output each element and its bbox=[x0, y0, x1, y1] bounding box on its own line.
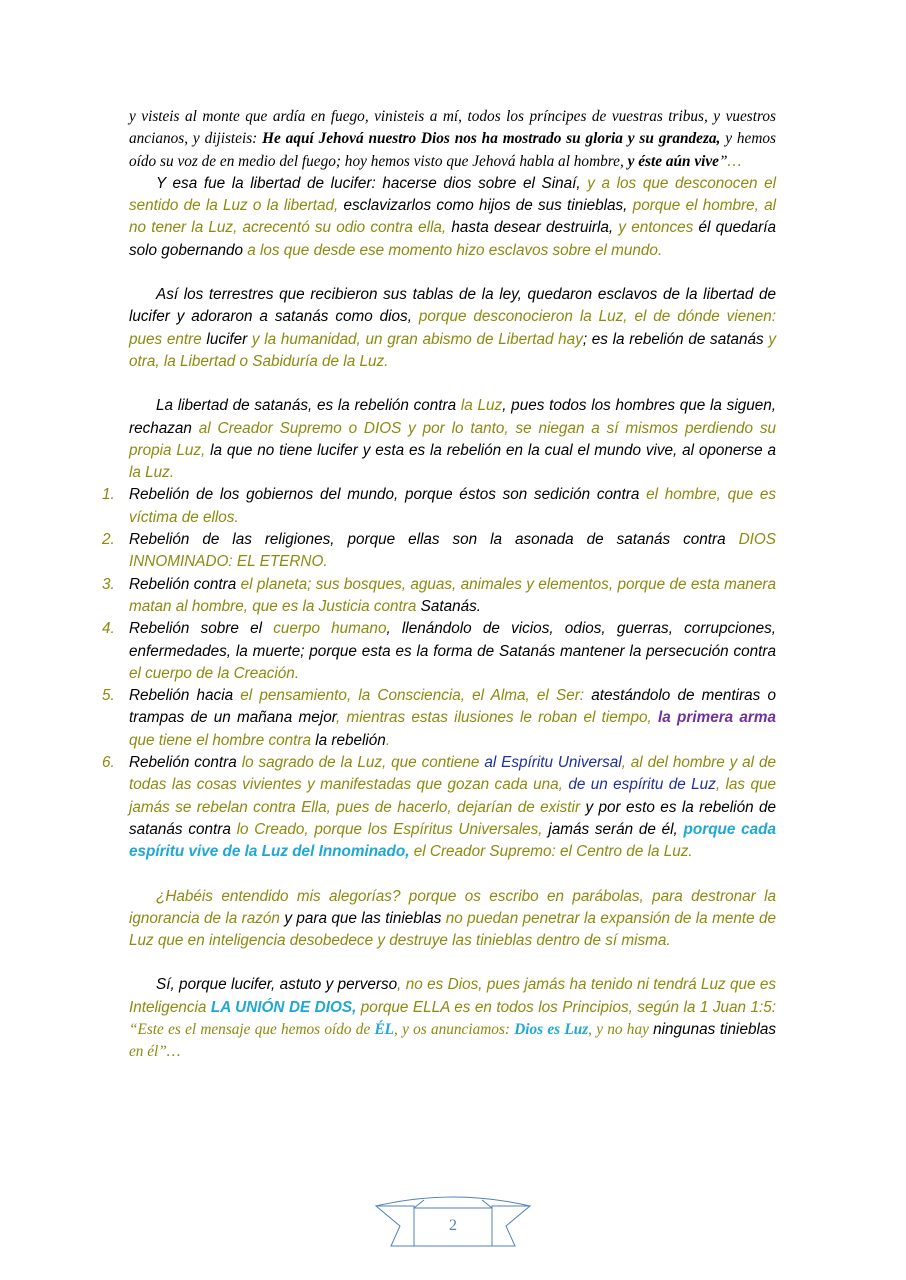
list-number: 5. bbox=[102, 687, 115, 705]
cyan-bold-span: ÉL bbox=[374, 1020, 395, 1038]
text-span: La libertad de satanás, es la rebelión contra bbox=[156, 397, 461, 415]
bold-quote: He aquí Jehová nuestro Dios nos ha mostrado su gloria y su grandeza, bbox=[262, 130, 721, 148]
text-span: Así los terrestres que recibieron sus tablas de la ley, quedaron esclavos de la libertad de lucifer y adoraron a satanás como dios, bbox=[129, 286, 776, 326]
text-span: Rebelión hacia bbox=[129, 687, 241, 705]
page-number: 2 bbox=[449, 1217, 457, 1234]
text-span: y para que las tinieblas bbox=[284, 909, 446, 927]
text-span: él quedaría solo gobernando bbox=[129, 219, 777, 259]
cyan-bold-span: Dios es Luz bbox=[514, 1020, 589, 1038]
olive-span: . bbox=[385, 731, 391, 749]
olive-span: a los que desde ese momento hizo esclavos sobre el mundo. bbox=[247, 241, 663, 259]
cyan-bold-span: LA UNIÓN DE DIOS, bbox=[210, 998, 357, 1016]
text-span: hasta desear destruirla, bbox=[451, 219, 619, 237]
olive-span: el hombre, que es víctima de ellos. bbox=[129, 486, 776, 526]
text-span: Rebelión de las religiones, porque ellas son la asonada de satanás contra bbox=[129, 531, 739, 549]
text-span: la que no tiene lucifer y esta es la rebelión en la cual el mundo vive, al oponerse a bbox=[210, 441, 776, 459]
olive-span: y a los que desconocen el sentido de la Luz o la libertad, bbox=[129, 174, 776, 215]
olive-span: lo Creado, porque los Espíritus Universales, bbox=[236, 820, 549, 838]
text-span: y por esto es la rebelión de satanás contra bbox=[129, 798, 776, 838]
text-span: Satanás. bbox=[420, 597, 482, 615]
olive-serif-quote: en él”… bbox=[129, 1043, 181, 1061]
ribbon-top-curve bbox=[376, 1197, 530, 1206]
bold-quote: y éste aún vive bbox=[627, 152, 719, 170]
olive-serif-quote: , y os anunciamos: bbox=[394, 1020, 515, 1038]
text-span: , llenándolo de vicios, odios, guerras, corrupciones, enfermedades, la muerte; porque esta es la forma de Satanás mantener la persecución contra bbox=[129, 620, 776, 660]
olive-span: la Luz bbox=[460, 397, 503, 415]
text-span: Sí, porque lucifer, astuto y perverso bbox=[156, 976, 398, 994]
text-span: atestándolo de mentiras o trampas de un mañana mejor bbox=[129, 687, 776, 727]
olive-span: , las que jamás se rebelan contra Ella, pues de hacerlo, dejarían de existir bbox=[129, 776, 776, 816]
text-span: Rebelión de los gobiernos del mundo, porque éstos son sedición contra bbox=[129, 486, 647, 504]
list-number: 1. bbox=[102, 486, 115, 504]
olive-span: la Luz. bbox=[129, 464, 175, 482]
list-number: 6. bbox=[102, 754, 115, 772]
text-span: ; es la rebelión de satanás bbox=[582, 330, 769, 348]
text-span: esclavizarlos como hijos de sus tinieblas, bbox=[343, 197, 633, 215]
text-span: la rebelión bbox=[315, 731, 386, 749]
olive-span: porque el hombre, al no tener la Luz, acrecentó su odio contra ella, bbox=[129, 197, 777, 237]
text-span: lucifer bbox=[206, 330, 248, 348]
list-number: 4. bbox=[102, 620, 115, 638]
purple-bold-span: la primera arma bbox=[658, 709, 776, 727]
olive-span: que tiene el hombre contra bbox=[129, 731, 316, 749]
text-span: Y esa fue la libertad de lucifer: hacerse dios sobre el Sinaí, bbox=[156, 174, 588, 192]
olive-span: y otra, la Libertad o Sabiduría de la Luz. bbox=[129, 330, 776, 370]
olive-span: el Creador Supremo: el Centro de la Luz. bbox=[409, 843, 693, 861]
olive-span: y entonces bbox=[618, 219, 699, 237]
ribbon-right-tail bbox=[492, 1206, 530, 1246]
list-number: 2. bbox=[102, 531, 115, 549]
olive-span: el pensamiento, la Consciencia, el Alma, el Ser: bbox=[240, 687, 592, 705]
olive-span: , al del hombre y al de todas las cosas vivientes y manifestadas que gozan cada una, bbox=[129, 754, 776, 794]
olive-span: porque desconocieron la Luz, el de dónde vienen: pues entre bbox=[129, 308, 776, 348]
olive-span: , no es Dios, pues jamás ha tenido ni tendrá Luz que es Inteligencia bbox=[129, 976, 776, 1016]
text-span: , pues todos los hombres que la siguen, rechazan bbox=[129, 397, 776, 437]
text-span: jamás serán de él, bbox=[548, 820, 684, 838]
olive-span: , mientras estas ilusiones le roban el tiempo, bbox=[335, 709, 659, 727]
text-span: Rebelión contra bbox=[129, 575, 241, 593]
olive-serif-quote: , y no hay bbox=[588, 1020, 654, 1038]
text-span: ningunas tinieblas bbox=[653, 1020, 777, 1038]
olive-span: cuerpo humano bbox=[273, 620, 387, 638]
list-number: 3. bbox=[102, 575, 115, 593]
text-span: ” bbox=[718, 152, 728, 170]
olive-span: y la humanidad, un gran abismo de Libertad hay bbox=[247, 330, 583, 348]
text-span: y visteis al monte que ardía en fuego, vinisteis a mí, todos los príncipes de vuestras tribus, y vuestros ancianos, y dijisteis: bbox=[129, 108, 776, 148]
olive-span: el planeta; sus bosques, aguas, animales y elementos, porque de esta manera matan al hombre, que es la Justicia contra bbox=[129, 575, 776, 615]
ellipsis: … bbox=[727, 152, 742, 170]
text-span: y hemos oído su voz de en medio del fuego; hoy hemos visto que Jehová habla al hombre, bbox=[129, 130, 776, 170]
olive-serif-quote: “Este es el mensaje que hemos oído de bbox=[129, 1020, 375, 1038]
text-span: Rebelión contra bbox=[129, 754, 242, 772]
navy-span: al Espíritu Universal bbox=[484, 754, 622, 772]
olive-span: el cuerpo de la Creación. bbox=[129, 664, 300, 682]
cyan-bold-span: porque cada espíritu vive de la Luz del Innominado, bbox=[129, 820, 777, 861]
ribbon-left-tail bbox=[376, 1206, 414, 1246]
ribbon-fold-right bbox=[482, 1200, 492, 1208]
olive-span: porque ELLA es en todos los Principios, según la 1 Juan 1:5: bbox=[356, 998, 777, 1016]
navy-span: de un espíritu de Luz bbox=[568, 776, 716, 794]
ribbon-fold-left bbox=[414, 1200, 424, 1208]
text-span: Rebelión sobre el bbox=[129, 620, 274, 638]
olive-span: al Creador Supremo o DIOS y por lo tanto, se niegan a sí mismos perdiendo su propia Luz, bbox=[129, 419, 776, 459]
olive-span: ¿Habéis entendido mis alegorías? porque os escribo en parábolas, para destronar la ignorancia de la razón bbox=[129, 887, 776, 927]
olive-span: no puedan penetrar la expansión de la mente de Luz que en inteligencia desobedece y destruye las tinieblas dentro de sí misma. bbox=[129, 909, 776, 950]
olive-span: DIOS INNOMINADO: EL ETERNO. bbox=[129, 531, 776, 571]
olive-span: lo sagrado de la Luz, que contiene bbox=[241, 754, 485, 772]
